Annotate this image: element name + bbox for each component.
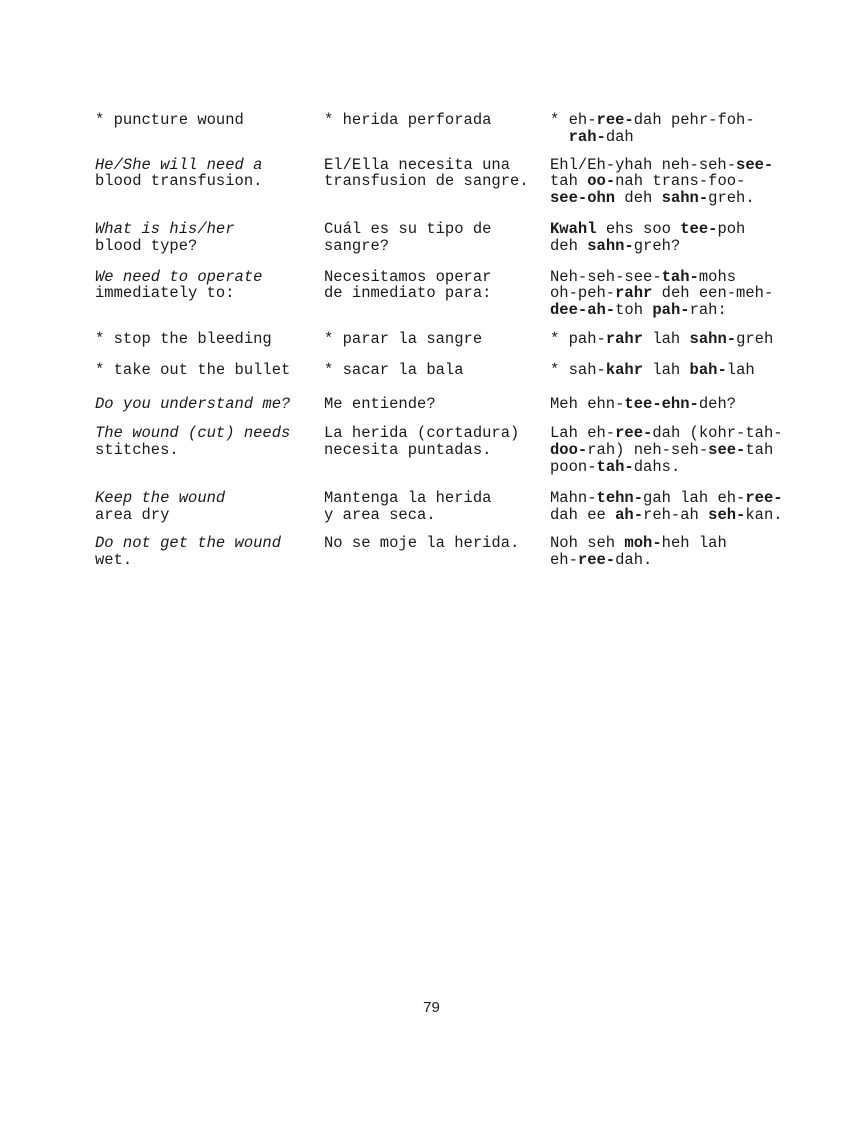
pronunciation-line xyxy=(550,129,795,146)
stressed-syllable: kahr xyxy=(605,360,644,379)
stressed-syllable: tah- xyxy=(596,457,634,476)
english-text: * puncture wound xyxy=(95,111,244,129)
pronunciation-text: dah xyxy=(605,127,634,146)
spanish-cell xyxy=(324,331,550,348)
phrase-row xyxy=(95,425,795,475)
pronunciation-line xyxy=(550,362,795,379)
english-cell xyxy=(95,362,324,379)
spanish-cell xyxy=(324,157,550,207)
english-text: blood type? xyxy=(95,236,198,255)
pronunciation-cell xyxy=(550,535,795,569)
pronunciation-line xyxy=(550,442,795,459)
pronunciation-text: deh een-meh- xyxy=(652,284,774,303)
spanish-text: transfusion de sangre. xyxy=(324,172,529,191)
page-number: 79 xyxy=(423,999,440,1016)
stressed-syllable: oo- xyxy=(587,172,616,191)
spanish-text: de inmediato para: xyxy=(324,284,492,303)
english-cell xyxy=(95,221,324,255)
pronunciation-line xyxy=(550,331,795,348)
english-text: We need to operate xyxy=(95,267,263,286)
pronunciation-line xyxy=(550,507,795,524)
pronunciation-text: * pah- xyxy=(550,329,606,348)
spanish-text: * herida perforada xyxy=(324,111,492,129)
english-text: Do you understand me? xyxy=(95,394,291,413)
english-cell xyxy=(95,396,324,413)
english-text: stitches. xyxy=(95,441,179,460)
english-text: * take out the bullet xyxy=(95,360,291,379)
pronunciation-line xyxy=(550,238,795,255)
spanish-text: El/Ella necesita una xyxy=(324,155,511,174)
pronunciation-line xyxy=(550,269,795,286)
pronunciation-text: Ehl/Eh-yhah neh-seh- xyxy=(550,155,737,174)
pronunciation-text: rah: xyxy=(689,301,727,320)
english-text: area dry xyxy=(95,505,170,524)
english-text: He/She will need a xyxy=(95,155,263,174)
spanish-cell xyxy=(324,221,550,255)
stressed-syllable: rahr xyxy=(605,329,644,348)
pronunciation-cell xyxy=(550,112,795,146)
spanish-text: Me entiende? xyxy=(324,394,436,413)
pronunciation-text xyxy=(550,128,569,146)
pronunciation-text: greh. xyxy=(708,189,755,208)
pronunciation-text: kan. xyxy=(745,505,783,524)
spanish-text: Necesitamos operar xyxy=(324,267,492,286)
english-cell xyxy=(95,112,324,146)
pronunciation-cell xyxy=(550,221,795,255)
english-text: What is his/her xyxy=(95,219,235,238)
spanish-cell xyxy=(324,269,550,319)
pronunciation-text: lah xyxy=(643,329,690,348)
pronunciation-cell xyxy=(550,362,795,379)
english-cell xyxy=(95,490,324,524)
spanish-cell xyxy=(324,362,550,379)
pronunciation-line xyxy=(550,190,795,207)
phrase-row xyxy=(95,112,795,146)
spanish-cell xyxy=(324,112,550,146)
stressed-syllable: sahn- xyxy=(689,329,737,348)
pronunciation-line xyxy=(550,396,795,413)
pronunciation-text: dah ee xyxy=(550,505,616,524)
english-text: The wound (cut) needs xyxy=(95,424,291,443)
stressed-syllable: see-ohn xyxy=(550,189,616,208)
stressed-syllable: dee-ah- xyxy=(550,301,616,320)
spanish-text: * parar la sangre xyxy=(324,329,483,348)
english-cell xyxy=(95,425,324,475)
stressed-syllable: ree- xyxy=(596,111,634,129)
pronunciation-line xyxy=(550,173,795,190)
pronunciation-text: * sah- xyxy=(550,360,606,379)
phrase-row xyxy=(95,396,795,413)
pronunciation-line xyxy=(550,490,795,507)
pronunciation-text: poon- xyxy=(550,457,597,476)
phrase-row xyxy=(95,535,795,569)
stressed-syllable: bah- xyxy=(689,360,727,379)
spanish-cell xyxy=(324,425,550,475)
pronunciation-cell xyxy=(550,396,795,413)
stressed-syllable: Kwahl xyxy=(550,219,597,238)
stressed-syllable: tee-ehn- xyxy=(624,394,699,413)
pronunciation-text: Meh ehn- xyxy=(550,394,625,413)
pronunciation-text: greh xyxy=(736,329,774,348)
pronunciation-text: Neh-seh-see- xyxy=(550,267,662,286)
english-cell xyxy=(95,331,324,348)
stressed-syllable: ah- xyxy=(615,505,644,524)
spanish-text: La herida (cortadura) xyxy=(324,424,520,443)
phrase-row xyxy=(95,157,795,207)
phrase-table xyxy=(95,112,795,569)
stressed-syllable: rah- xyxy=(568,127,606,146)
pronunciation-line xyxy=(550,221,795,238)
pronunciation-text: dah pehr-foh- xyxy=(633,111,755,129)
pronunciation-line xyxy=(550,459,795,476)
pronunciation-text: poh xyxy=(717,219,746,238)
pronunciation-line xyxy=(550,552,795,569)
pronunciation-line xyxy=(550,535,795,552)
stressed-syllable: tee- xyxy=(680,219,718,238)
stressed-syllable: see- xyxy=(708,441,746,460)
english-text: Keep the wound xyxy=(95,488,226,507)
english-text: * stop the bleeding xyxy=(95,329,272,348)
stressed-syllable: moh- xyxy=(624,534,662,553)
stressed-syllable: tehn- xyxy=(596,488,644,507)
stressed-syllable: sahn- xyxy=(587,236,634,255)
stressed-syllable: see- xyxy=(736,155,774,174)
stressed-syllable: ree- xyxy=(615,424,653,443)
english-text: wet. xyxy=(95,551,133,570)
pronunciation-text: greh? xyxy=(633,236,681,255)
pronunciation-text: Noh seh xyxy=(550,534,625,553)
pronunciation-text: dahs. xyxy=(633,457,681,476)
stressed-syllable: doo- xyxy=(550,441,588,460)
pronunciation-text: deh? xyxy=(698,394,737,413)
spanish-text: No se moje la herida. xyxy=(324,534,520,553)
pronunciation-cell xyxy=(550,331,795,348)
english-text: Do not get the wound xyxy=(95,534,282,553)
pronunciation-text: lah xyxy=(643,360,690,379)
pronunciation-text: * eh- xyxy=(550,111,597,129)
pronunciation-line xyxy=(550,285,795,302)
english-text: immediately to: xyxy=(95,284,235,303)
pronunciation-text: gah lah eh- xyxy=(643,488,746,507)
spanish-cell xyxy=(324,396,550,413)
spanish-text: y area seca. xyxy=(324,505,436,524)
pronunciation-text: nah trans-foo- xyxy=(615,172,746,191)
pronunciation-text: toh xyxy=(615,301,653,320)
pronunciation-text: deh xyxy=(615,189,662,208)
stressed-syllable: sahn- xyxy=(661,189,709,208)
pronunciation-text: tah xyxy=(550,172,588,191)
pronunciation-text: rah) neh-seh- xyxy=(587,441,709,460)
pronunciation-text: dah (kohr-tah- xyxy=(652,424,783,443)
pronunciation-line xyxy=(550,302,795,319)
pronunciation-cell xyxy=(550,425,795,475)
phrase-row xyxy=(95,269,795,319)
stressed-syllable: seh- xyxy=(708,505,746,524)
pronunciation-text: Mahn- xyxy=(550,488,597,507)
stressed-syllable: ree- xyxy=(745,488,783,507)
pronunciation-cell xyxy=(550,269,795,319)
pronunciation-cell xyxy=(550,157,795,207)
spanish-text: Mantenga la herida xyxy=(324,488,492,507)
pronunciation-line xyxy=(550,425,795,442)
pronunciation-text: deh xyxy=(550,236,588,255)
phrase-row xyxy=(95,362,795,379)
phrase-row xyxy=(95,490,795,524)
stressed-syllable: tah- xyxy=(661,267,699,286)
spanish-text: * sacar la bala xyxy=(324,360,464,379)
pronunciation-text: mohs xyxy=(698,267,737,286)
phrase-row xyxy=(95,221,795,255)
phrase-row xyxy=(95,331,795,348)
spanish-text: necesita puntadas. xyxy=(324,441,492,460)
english-cell xyxy=(95,535,324,569)
pronunciation-line xyxy=(550,112,795,129)
spanish-text: Cuál es su tipo de xyxy=(324,219,492,238)
spanish-text: sangre? xyxy=(324,236,390,255)
pronunciation-line xyxy=(550,157,795,174)
pronunciation-text: ehs soo xyxy=(596,219,681,238)
pronunciation-text: tah xyxy=(745,441,774,460)
stressed-syllable: ree- xyxy=(577,551,616,570)
pronunciation-cell xyxy=(550,490,795,524)
english-text: blood transfusion. xyxy=(95,172,263,191)
pronunciation-text: lah xyxy=(726,360,755,379)
pronunciation-text: Lah eh- xyxy=(550,424,616,443)
pronunciation-text: oh-peh- xyxy=(550,284,616,303)
english-cell xyxy=(95,269,324,319)
pronunciation-text: heh lah xyxy=(661,534,727,553)
stressed-syllable: rahr xyxy=(615,284,653,303)
english-cell xyxy=(95,157,324,207)
spanish-cell xyxy=(324,490,550,524)
stressed-syllable: pah- xyxy=(652,301,690,320)
spanish-cell xyxy=(324,535,550,569)
pronunciation-text: reh-ah xyxy=(643,505,709,524)
pronunciation-text: dah. xyxy=(615,551,653,570)
pronunciation-text: eh- xyxy=(550,551,578,570)
